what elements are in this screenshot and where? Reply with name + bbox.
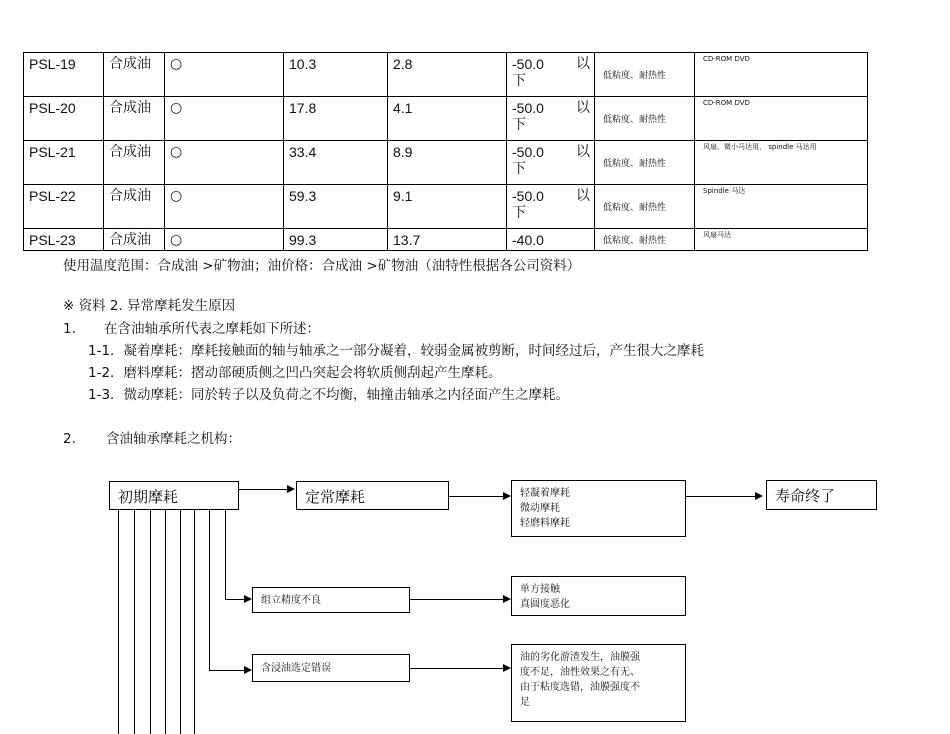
application-cell: CD-ROM DVD (695, 97, 868, 141)
temperature-value: -50.0 (512, 56, 544, 72)
arrow-icon (755, 492, 763, 500)
wear-adhesive: 1-1．凝着摩耗：摩耗接触面的轴与轴承之一部分凝着，较弱金属被剪断，时间经过后，产生很大之摩耗 (88, 343, 705, 359)
oil-type-cell: 合成油 (104, 53, 165, 97)
arrow-icon (503, 595, 511, 603)
value1-cell: 33.4 (284, 141, 388, 185)
application-cell: CD-ROM DVD (695, 53, 868, 97)
oil-type-cell: 合成油 (104, 229, 165, 251)
section-title: ※ 资料 2. 异常摩耗发生原因 (63, 298, 236, 314)
feature-cell: 低粘度、耐热性 (595, 229, 695, 251)
item1-number: 1. (63, 321, 76, 337)
value2-cell: 9.1 (388, 185, 507, 229)
temperature-price-note: 使用温度范围：合成油 >矿物油；油价格：合成油 >矿物油（油特性根据各公司资料） (63, 258, 581, 274)
wear-abrasive: 1-2．磨料摩耗：摺动部硬质侧之凹凸突起会将软质侧刮起产生摩耗。 (88, 365, 502, 381)
temperature-value: -50.0 (512, 188, 544, 204)
feature-cell: 低粘度、耐热性 (595, 97, 695, 141)
steady-wear-box: 定常摩耗 (296, 481, 449, 510)
temperature-value: -50.0 (512, 100, 544, 116)
temperature-value: -50.0 (512, 144, 544, 160)
value2-cell: 4.1 (388, 97, 507, 141)
arrow-icon (244, 595, 252, 603)
table-row (24, 141, 868, 185)
temperature-cell (507, 229, 595, 251)
model-cell: PSL-20 (24, 97, 104, 141)
value1-cell: 99.3 (284, 229, 388, 251)
arrow-icon (287, 485, 295, 493)
value1-cell: 59.3 (284, 185, 388, 229)
table-row (24, 185, 868, 229)
value1-cell: 17.8 (284, 97, 388, 141)
arrow-icon (503, 492, 511, 500)
item2-text: 含油轴承摩耗之机构： (106, 431, 241, 447)
item1-text: 在含油轴承所代表之摩耗如下所述： (104, 321, 320, 337)
model-cell: PSL-23 (24, 229, 104, 251)
application-cell: 风扇、微小马达用、 spindle 马达用 (695, 141, 868, 185)
oil-type-cell: 合成油 (104, 185, 165, 229)
assembly-accuracy-box: 组立精度不良 (252, 587, 410, 613)
temperature-cell (507, 141, 595, 185)
temperature-cell (507, 53, 595, 97)
wear-fretting: 1-3．微动摩耗：同於转子以及负荷之不均衡，轴撞击轴承之内径面产生之摩耗。 (88, 387, 570, 403)
feature-cell: 低粘度、耐热性 (595, 185, 695, 229)
mark-cell: ○ (165, 229, 284, 251)
model-cell: PSL-19 (24, 53, 104, 97)
value2-cell: 2.8 (388, 53, 507, 97)
initial-wear-box: 初期摩耗 (109, 481, 239, 510)
value1-cell: 10.3 (284, 53, 388, 97)
temperature-suffix-below: 下 (512, 205, 526, 221)
lubricant-spec-table (23, 52, 868, 251)
mark-cell: ○ (165, 141, 284, 185)
temperature-suffix: 以 (576, 144, 590, 160)
arrow-icon (503, 664, 511, 672)
temperature-suffix-below: 下 (512, 161, 526, 177)
model-cell: PSL-22 (24, 185, 104, 229)
end-of-life-box: 寿命终了 (766, 480, 877, 510)
mark-cell: ○ (165, 97, 284, 141)
model-cell: PSL-21 (24, 141, 104, 185)
feature-cell: 低粘度、耐热性 (595, 53, 695, 97)
temperature-suffix: 以 (576, 100, 590, 116)
oil-selection-box: 含浸油选定错误 (252, 654, 410, 682)
oil-type-cell: 合成油 (104, 97, 165, 141)
value2-cell: 8.9 (388, 141, 507, 185)
table-row (24, 53, 868, 97)
table-row (24, 97, 868, 141)
assembly-result-box: 单方接触 真圆度恶化 (511, 576, 686, 616)
mark-cell: ○ (165, 53, 284, 97)
oil-type-cell: 合成油 (104, 141, 165, 185)
table-row (24, 229, 868, 251)
temperature-suffix-below: 下 (512, 117, 526, 133)
item2-number: 2. (63, 431, 76, 447)
feature-cell: 低粘度、耐热性 (595, 141, 695, 185)
value2-cell: 13.7 (388, 229, 507, 251)
arrow-icon (244, 666, 252, 674)
temperature-cell (507, 97, 595, 141)
temperature-value: -40.0 (512, 232, 544, 248)
temperature-suffix: 以 (576, 56, 590, 72)
temperature-cell (507, 185, 595, 229)
oil-result-box: 油的劣化游渣发生，油膜强 度不足，油性效果之有无、 由于粘度选错，油膜强度不 足 (511, 644, 686, 722)
wear-types-box: 轻凝着摩耗 微动摩耗 轻磨料摩耗 (511, 480, 686, 537)
temperature-suffix: 以 (576, 188, 590, 204)
application-cell: Spindle 马达 (695, 185, 868, 229)
application-cell: 风扇马达 (695, 229, 868, 251)
mark-cell: ○ (165, 185, 284, 229)
temperature-suffix-below: 下 (512, 73, 526, 89)
